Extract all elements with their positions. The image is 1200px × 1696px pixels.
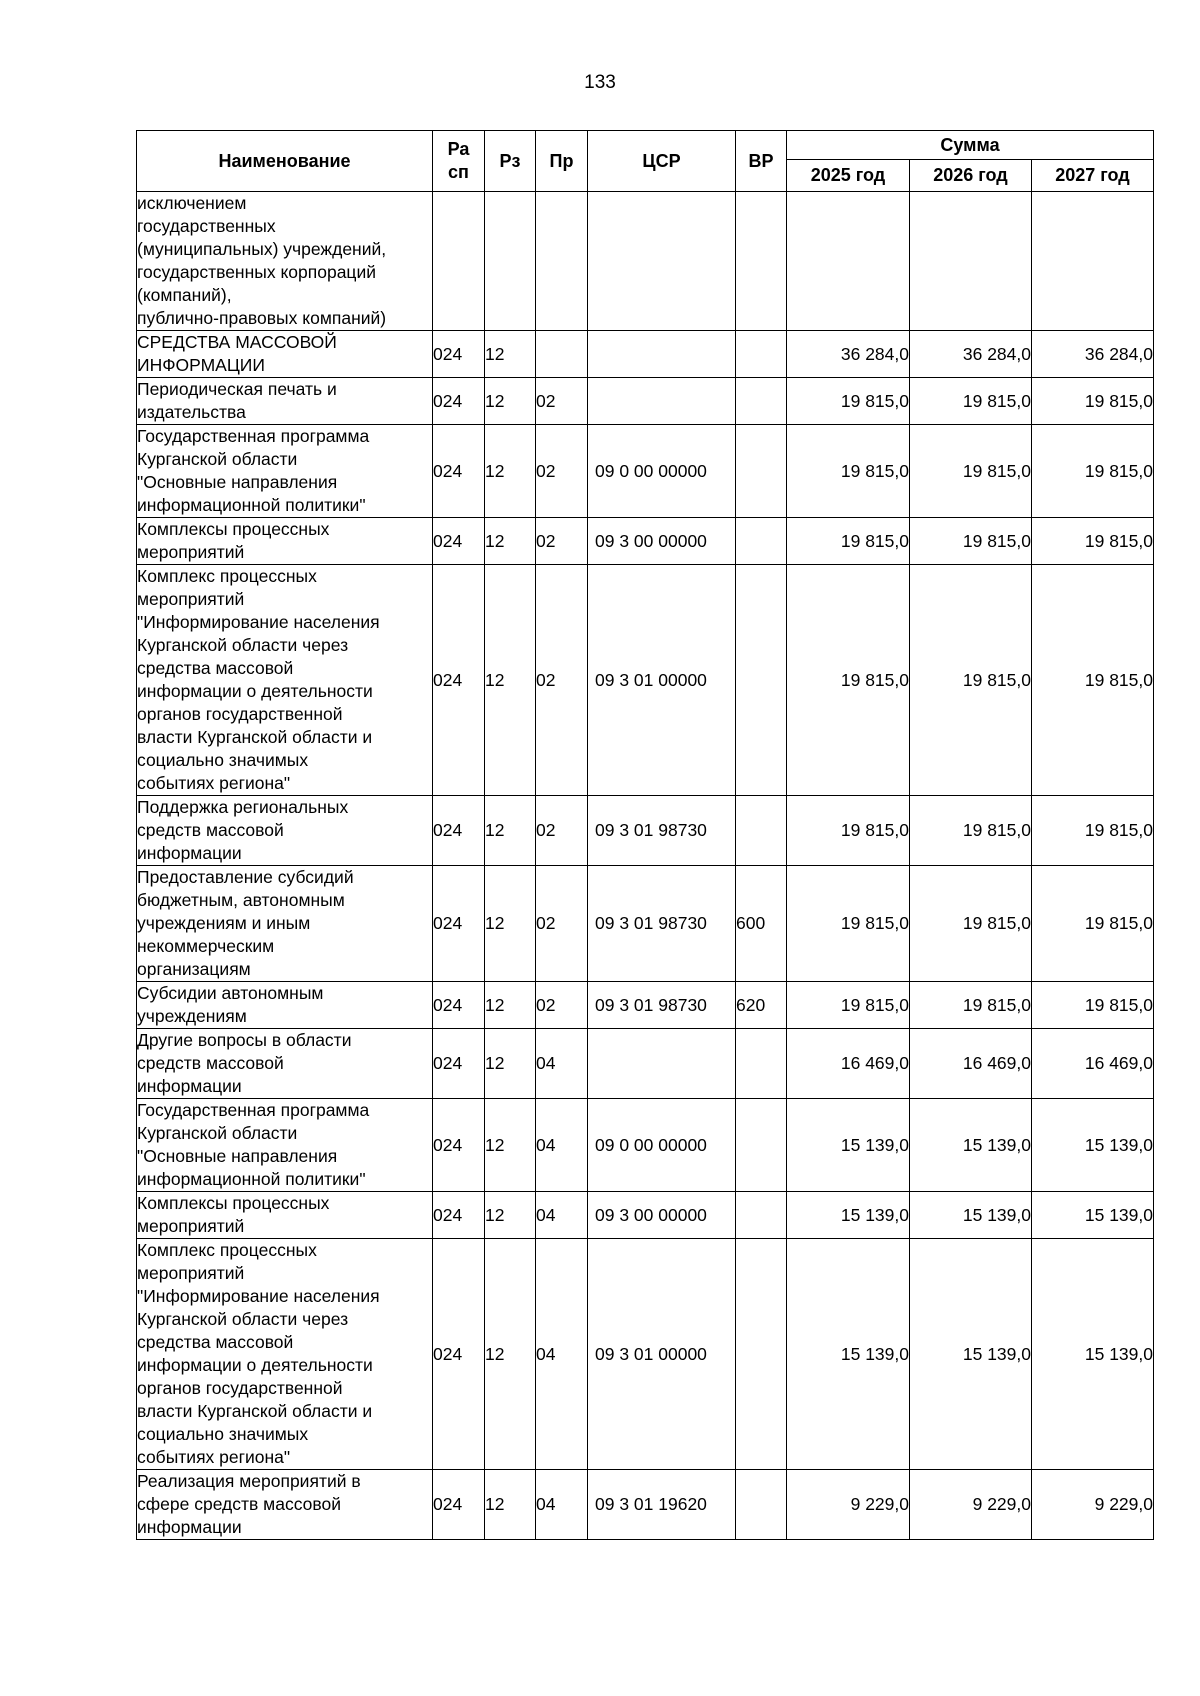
row-rz: 12	[485, 1470, 536, 1540]
row-amount-2026: 19 815,0	[910, 425, 1032, 518]
row-name: Комплекс процессных мероприятий "Информирование населения Курганской области через средства массовой информации о деятельности органов государственной власти Курганской области и социально значимых событиях региона"	[137, 565, 433, 796]
row-rz: 12	[485, 1239, 536, 1470]
row-amount-2026: 19 815,0	[910, 982, 1032, 1029]
row-amount-2025: 15 139,0	[787, 1099, 910, 1192]
row-rasp: 024	[433, 1029, 485, 1099]
table-row	[137, 1239, 1154, 1470]
row-csr	[588, 192, 736, 331]
row-amount-2026: 9 229,0	[910, 1470, 1032, 1540]
row-vr	[736, 425, 787, 518]
row-amount-2027: 19 815,0	[1032, 378, 1154, 425]
row-rz: 12	[485, 518, 536, 565]
row-amount-2027: 15 139,0	[1032, 1239, 1154, 1470]
row-csr: 09 3 01 98730	[588, 982, 736, 1029]
row-rz: 12	[485, 425, 536, 518]
row-pr: 02	[536, 518, 588, 565]
row-name: Комплексы процессных мероприятий	[137, 1192, 433, 1239]
row-amount-2026: 16 469,0	[910, 1029, 1032, 1099]
row-vr	[736, 1099, 787, 1192]
row-amount-2027: 19 815,0	[1032, 866, 1154, 982]
row-pr: 02	[536, 565, 588, 796]
row-amount-2026: 36 284,0	[910, 331, 1032, 378]
row-pr: 02	[536, 425, 588, 518]
row-pr	[536, 192, 588, 331]
row-pr	[536, 331, 588, 378]
row-vr: 600	[736, 866, 787, 982]
row-rz: 12	[485, 1099, 536, 1192]
row-amount-2027: 19 815,0	[1032, 982, 1154, 1029]
row-rasp: 024	[433, 1470, 485, 1540]
row-rasp: 024	[433, 1239, 485, 1470]
row-vr	[736, 378, 787, 425]
row-vr	[736, 1470, 787, 1540]
row-vr	[736, 331, 787, 378]
row-amount-2026: 19 815,0	[910, 378, 1032, 425]
row-pr: 02	[536, 982, 588, 1029]
row-amount-2025: 15 139,0	[787, 1192, 910, 1239]
row-amount-2026: 19 815,0	[910, 796, 1032, 866]
row-amount-2025: 19 815,0	[787, 796, 910, 866]
header-rz: Рз	[485, 131, 536, 192]
row-rz: 12	[485, 866, 536, 982]
row-amount-2026: 19 815,0	[910, 866, 1032, 982]
row-rasp: 024	[433, 796, 485, 866]
row-rasp: 024	[433, 982, 485, 1029]
row-rz: 12	[485, 331, 536, 378]
row-rasp: 024	[433, 331, 485, 378]
row-amount-2027: 19 815,0	[1032, 518, 1154, 565]
row-rz	[485, 192, 536, 331]
header-pr: Пр	[536, 131, 588, 192]
header-sum: Сумма	[787, 131, 1154, 160]
row-pr: 02	[536, 796, 588, 866]
header-rasp: Ра сп	[433, 131, 485, 192]
row-csr	[588, 378, 736, 425]
row-amount-2027: 15 139,0	[1032, 1099, 1154, 1192]
row-amount-2025: 19 815,0	[787, 565, 910, 796]
row-amount-2027: 16 469,0	[1032, 1029, 1154, 1099]
row-csr: 09 3 00 00000	[588, 518, 736, 565]
row-amount-2025: 15 139,0	[787, 1239, 910, 1470]
row-amount-2025: 19 815,0	[787, 866, 910, 982]
header-year-2025: 2025 год	[787, 160, 910, 192]
row-amount-2026: 19 815,0	[910, 565, 1032, 796]
row-csr: 09 3 01 98730	[588, 796, 736, 866]
table-body	[137, 192, 1154, 1540]
row-amount-2025: 19 815,0	[787, 425, 910, 518]
table-row	[137, 331, 1154, 378]
row-amount-2025: 36 284,0	[787, 331, 910, 378]
row-csr	[588, 1029, 736, 1099]
row-name: Другие вопросы в области средств массовой информации	[137, 1029, 433, 1099]
table-row	[137, 425, 1154, 518]
table-row	[137, 1099, 1154, 1192]
row-name: Реализация мероприятий в сфере средств массовой информации	[137, 1470, 433, 1540]
row-amount-2025: 9 229,0	[787, 1470, 910, 1540]
row-rasp: 024	[433, 518, 485, 565]
row-vr	[736, 192, 787, 331]
row-csr	[588, 331, 736, 378]
header-csr: ЦСР	[588, 131, 736, 192]
row-vr	[736, 1239, 787, 1470]
row-rasp: 024	[433, 1192, 485, 1239]
table-row	[137, 378, 1154, 425]
row-pr: 04	[536, 1099, 588, 1192]
row-csr: 09 0 00 00000	[588, 425, 736, 518]
row-amount-2027	[1032, 192, 1154, 331]
row-amount-2027: 19 815,0	[1032, 796, 1154, 866]
row-csr: 09 3 01 19620	[588, 1470, 736, 1540]
row-amount-2025: 19 815,0	[787, 378, 910, 425]
header-vr: ВР	[736, 131, 787, 192]
row-pr: 04	[536, 1192, 588, 1239]
row-pr: 02	[536, 378, 588, 425]
row-rz: 12	[485, 378, 536, 425]
row-amount-2026	[910, 192, 1032, 331]
table-row	[137, 982, 1154, 1029]
row-rasp	[433, 192, 485, 331]
table-row	[137, 192, 1154, 331]
row-name: исключением государственных (муниципальных) учреждений, государственных корпораций (компаний), публично-правовых компаний)	[137, 192, 433, 331]
row-amount-2025: 19 815,0	[787, 518, 910, 565]
row-amount-2026: 15 139,0	[910, 1099, 1032, 1192]
row-rz: 12	[485, 1029, 536, 1099]
row-rasp: 024	[433, 1099, 485, 1192]
row-csr: 09 3 01 00000	[588, 565, 736, 796]
row-amount-2025: 19 815,0	[787, 982, 910, 1029]
row-name: Государственная программа Курганской области "Основные направления информационной политики"	[137, 1099, 433, 1192]
row-vr	[736, 518, 787, 565]
row-csr: 09 3 00 00000	[588, 1192, 736, 1239]
row-rz: 12	[485, 982, 536, 1029]
row-name: Поддержка региональных средств массовой информации	[137, 796, 433, 866]
table-row	[137, 518, 1154, 565]
row-vr	[736, 1192, 787, 1239]
row-amount-2026: 15 139,0	[910, 1192, 1032, 1239]
row-rz: 12	[485, 796, 536, 866]
row-rasp: 024	[433, 425, 485, 518]
table-row	[137, 1192, 1154, 1239]
row-name: Предоставление субсидий бюджетным, автономным учреждениям и иным некоммерческим организациям	[137, 866, 433, 982]
row-name: СРЕДСТВА МАССОВОЙ ИНФОРМАЦИИ	[137, 331, 433, 378]
row-pr: 04	[536, 1470, 588, 1540]
row-amount-2027: 36 284,0	[1032, 331, 1154, 378]
row-amount-2025: 16 469,0	[787, 1029, 910, 1099]
row-rz: 12	[485, 1192, 536, 1239]
page-number: 133	[584, 72, 616, 93]
row-amount-2027: 19 815,0	[1032, 425, 1154, 518]
header-name: Наименование	[137, 131, 433, 192]
row-amount-2025	[787, 192, 910, 331]
budget-table	[136, 130, 1154, 1540]
row-name: Периодическая печать и издательства	[137, 378, 433, 425]
row-vr	[736, 796, 787, 866]
row-amount-2027: 19 815,0	[1032, 565, 1154, 796]
row-amount-2026: 15 139,0	[910, 1239, 1032, 1470]
row-csr: 09 3 01 98730	[588, 866, 736, 982]
row-amount-2027: 9 229,0	[1032, 1470, 1154, 1540]
row-rz: 12	[485, 565, 536, 796]
row-csr: 09 3 01 00000	[588, 1239, 736, 1470]
table-row	[137, 796, 1154, 866]
row-name: Государственная программа Курганской области "Основные направления информационной политики"	[137, 425, 433, 518]
row-vr	[736, 1029, 787, 1099]
row-pr: 04	[536, 1029, 588, 1099]
row-name: Субсидии автономным учреждениям	[137, 982, 433, 1029]
header-year-2026: 2026 год	[910, 160, 1032, 192]
row-vr	[736, 565, 787, 796]
table-row	[137, 1470, 1154, 1540]
row-vr: 620	[736, 982, 787, 1029]
header-year-2027: 2027 год	[1032, 160, 1154, 192]
row-rasp: 024	[433, 565, 485, 796]
row-name: Комплексы процессных мероприятий	[137, 518, 433, 565]
row-pr: 02	[536, 866, 588, 982]
row-rasp: 024	[433, 866, 485, 982]
table-row	[137, 565, 1154, 796]
row-csr: 09 0 00 00000	[588, 1099, 736, 1192]
row-pr: 04	[536, 1239, 588, 1470]
row-name: Комплекс процессных мероприятий "Информирование населения Курганской области через средства массовой информации о деятельности органов государственной власти Курганской области и социально значимых событиях региона"	[137, 1239, 433, 1470]
table-row	[137, 866, 1154, 982]
row-rasp: 024	[433, 378, 485, 425]
table-row	[137, 1029, 1154, 1099]
row-amount-2027: 15 139,0	[1032, 1192, 1154, 1239]
row-amount-2026: 19 815,0	[910, 518, 1032, 565]
